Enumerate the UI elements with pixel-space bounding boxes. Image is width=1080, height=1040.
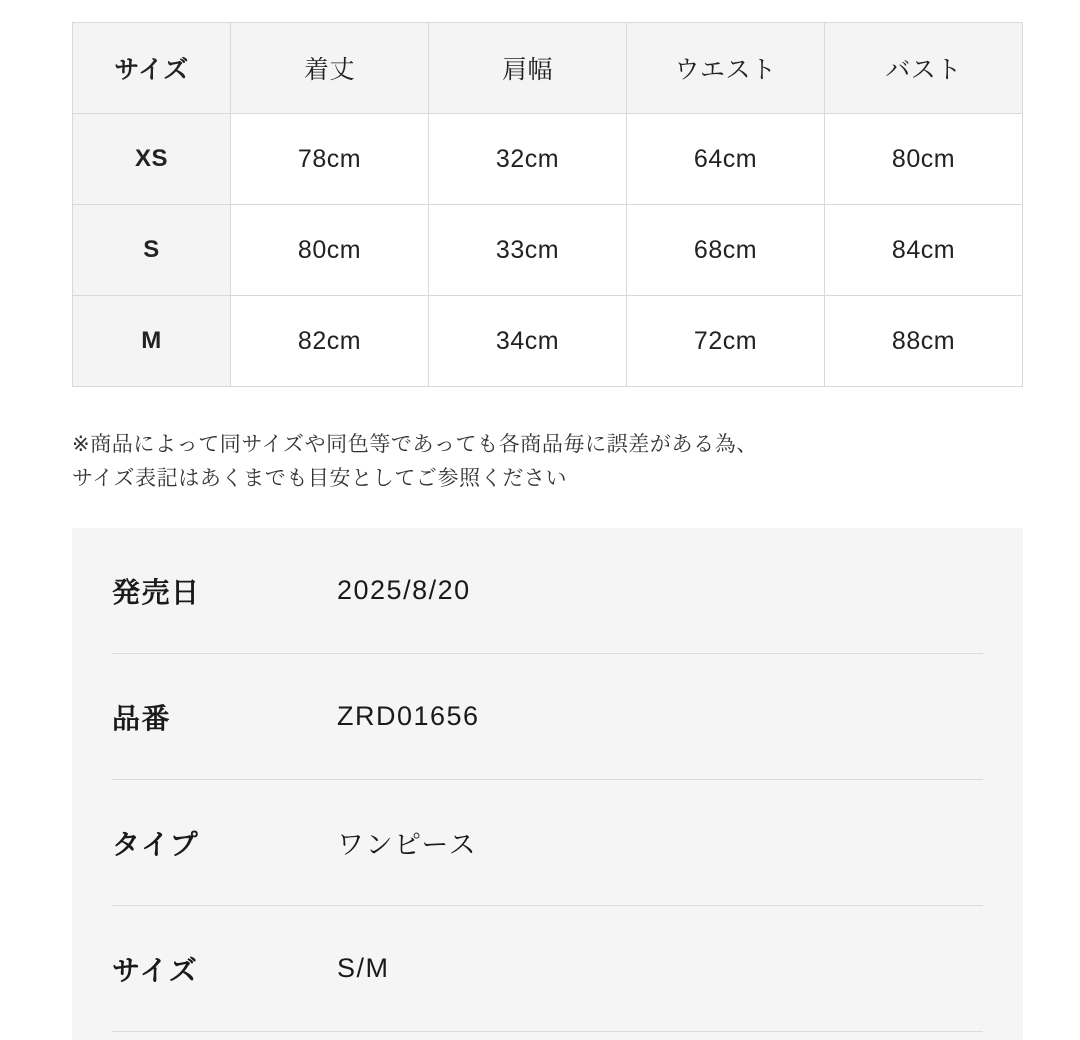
spec-value-type: ワンピース [337,830,478,860]
spec-row-size [112,906,983,1032]
product-spec-panel [72,528,1023,1040]
cell-length: 82cm [231,296,429,387]
column-header-bust: バスト [825,23,1023,114]
cell-length: 80cm [231,205,429,296]
spec-label-type: タイプ [112,828,200,860]
table-row [73,205,1023,296]
row-header-size: S [73,205,231,296]
spec-row-release-date [112,528,983,654]
column-header-size: サイズ [73,23,231,114]
cell-shoulder: 34cm [429,296,627,387]
spec-value-product-number: ZRD01656 [337,701,480,731]
table-row [73,114,1023,205]
table-header-row [73,23,1023,114]
size-table-container [72,22,1023,387]
cell-bust: 84cm [825,205,1023,296]
column-header-waist: ウエスト [627,23,825,114]
cell-bust: 88cm [825,296,1023,387]
cell-waist: 72cm [627,296,825,387]
spec-row-product-number [112,654,983,780]
spec-label-product-number: 品番 [112,702,172,734]
size-table-head [73,23,1023,114]
table-row [73,296,1023,387]
note-line-2: サイズ表記はあくまでも目安としてご参照ください [72,467,568,491]
row-header-size: M [73,296,231,387]
cell-waist: 64cm [627,114,825,205]
cell-length: 78cm [231,114,429,205]
spec-value-size: S/M [337,953,390,983]
spec-label-size: サイズ [112,954,199,986]
cell-bust: 80cm [825,114,1023,205]
size-table [72,22,1023,387]
column-header-length: 着丈 [231,23,429,114]
note-line-1: ※商品によって同サイズや同色等であっても各商品毎に誤差がある為、 [72,433,758,456]
spec-row-type [112,780,983,906]
size-disclaimer-note [72,428,992,496]
size-table-body [73,114,1023,387]
spec-value-release-date: 2025/8/20 [337,575,471,605]
cell-shoulder: 32cm [429,114,627,205]
cell-waist: 68cm [627,205,825,296]
spec-label-release-date: 発売日 [112,576,201,608]
column-header-shoulder: 肩幅 [429,23,627,114]
row-header-size: XS [73,114,231,205]
cell-shoulder: 33cm [429,205,627,296]
